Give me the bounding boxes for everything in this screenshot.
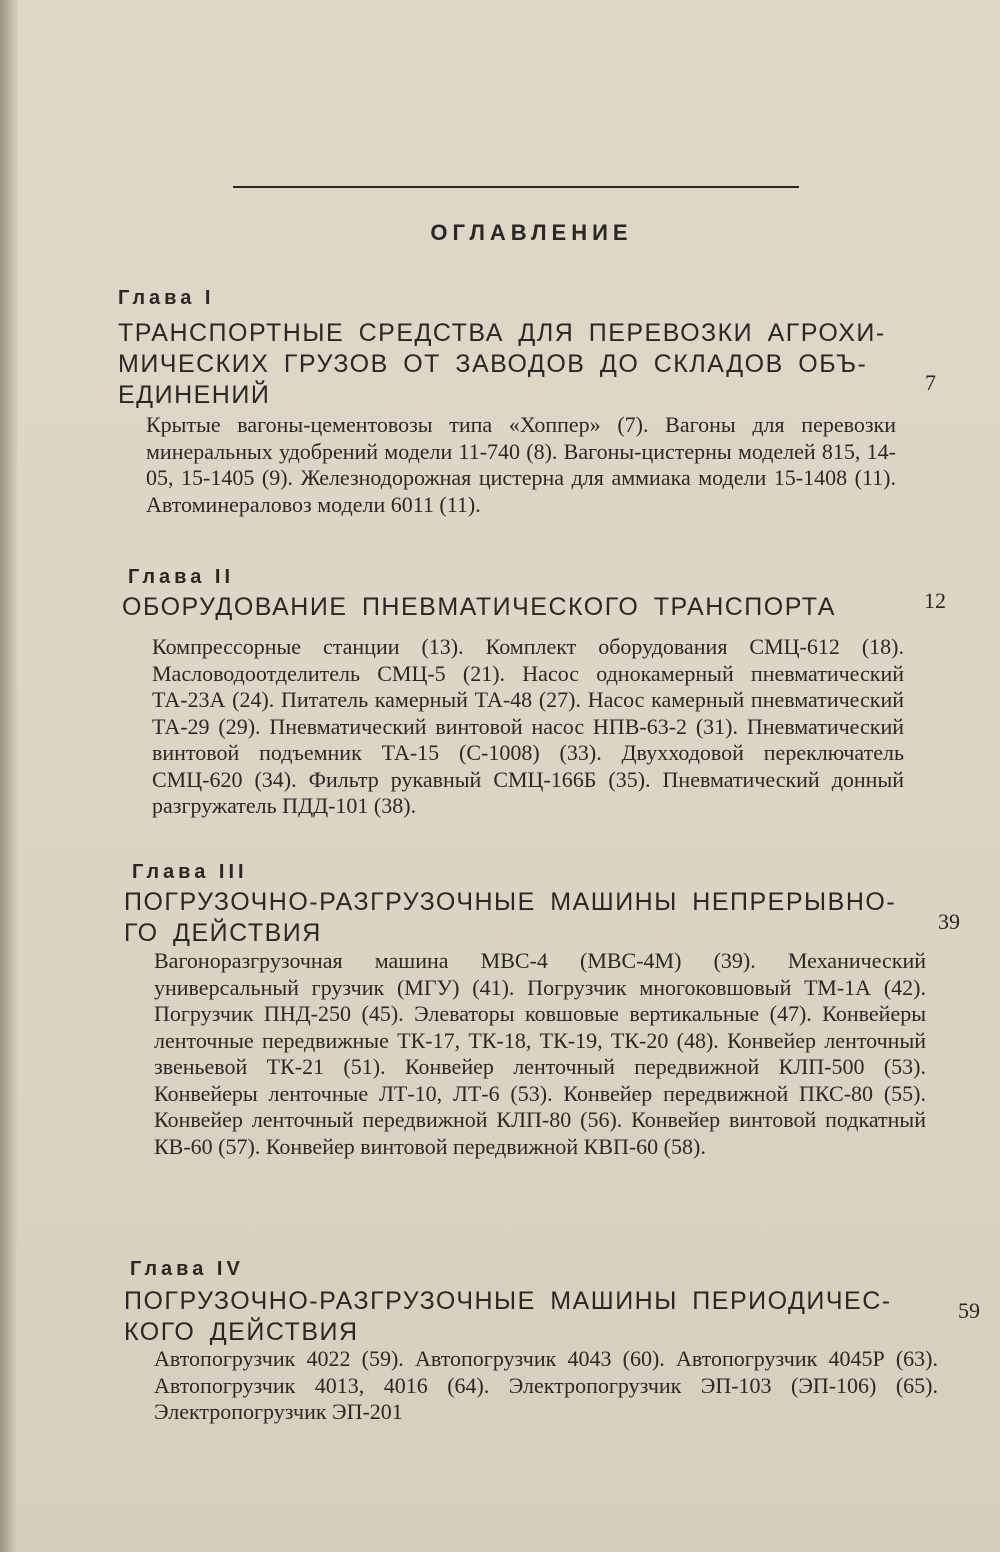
chapter-3-heading-line: ПОГРУЗОЧНО-РАЗГРУЗОЧНЫЕ МАШИНЫ НЕПРЕРЫВНО- xyxy=(124,888,897,916)
chapter-4-heading-line: ПОГРУЗОЧНО-РАЗГРУЗОЧНЫЕ МАШИНЫ ПЕРИОДИЧЕС- xyxy=(124,1287,892,1315)
chapter-1-heading-line: МИЧЕСКИХ ГРУЗОВ ОТ ЗАВОДОВ ДО СКЛАДОВ ОБЪ- xyxy=(118,350,868,378)
chapter-1-page-number: 7 xyxy=(925,370,936,395)
toc-title: ОГЛАВЛЕНИЕ xyxy=(430,220,633,245)
chapter-2-label: Глава II xyxy=(128,566,234,588)
top-rule xyxy=(233,186,799,188)
chapter-4-contents: Автопогрузчик 4022 (59). Автопогрузчик 4043 (60). Автопогрузчик 4045Р (63). Автопогрузчик 4013, 4016 (64). Электропогрузчик ЭП-103 (ЭП-106) (65). Электропогрузчик ЭП-201 xyxy=(154,1346,938,1424)
chapter-4-heading xyxy=(124,1286,892,1348)
chapter-3-contents: Вагоноразгрузочная машина МВС-4 (МВС-4М) (39). Механический универсальный грузчик (МГУ) (41). Погрузчик многоковшовый ТМ-1А (42). Погрузчик ПНД-250 (45). Элеваторы ковшовые вертикальные (47). Конвейеры ленточные передвижные ТК-17, ТК-18, ТК-19, ТК-20 (48). Конвейер ленточный звеньевой ТК-21 (51). Конвейер ленточный передвижной КЛП-500 (53). Конвейеры ленточные ЛТ-10, ЛТ-6 (53). Конвейер передвижной ПКС-80 (55). Конвейер ленточный передвижной КЛП-80 (56). Конвейер винтовой подкатный КВ-60 (57). Конвейер винтовой передвижной КВП-60 (58). xyxy=(154,948,926,1159)
chapter-3-heading xyxy=(124,887,896,949)
book-binding-shadow xyxy=(0,0,18,1552)
chapter-1-heading-line: ЕДИНЕНИЙ xyxy=(118,381,271,409)
chapter-2-heading-line: ОБОРУДОВАНИЕ ПНЕВМАТИЧЕСКОГО ТРАНСПОРТА xyxy=(122,593,836,621)
book-page xyxy=(18,0,1000,1552)
chapter-4-label: Глава IV xyxy=(130,1258,244,1280)
chapter-3-label: Глава III xyxy=(132,861,248,883)
chapter-2-contents: Компрессорные станции (13). Комплект оборудования СМЦ-612 (18). Масловодоотделитель СМЦ-5 (21). Насос однокамерный пневматический ТА-23А (24). Питатель камерный ТА-48 (27). Насос камерный пневматический ТА-29 (29). Пневматический винтовой насос НПВ-63-2 (31). Пневматический винтовой подъемник ТА-15 (С-1008) (33). Двухходовой переключатель СМЦ-620 (34). Фильтр рукавный СМЦ-166Б (35). Пневматический донный разгружатель ПДД-101 (38). xyxy=(152,634,904,818)
chapter-2-heading xyxy=(122,592,836,623)
chapter-1-heading xyxy=(118,318,886,411)
chapter-1-contents: Крытые вагоны-цементовозы типа «Хоппер» (7). Вагоны для перевозки минеральных удобрений модели 11-740 (8). Вагоны-цистерны моделей 815, 14-05, 15-1405 (9). Железнодорожная цистерна для аммиака модели 15-1408 (11). Автоминераловоз модели 6011 (11). xyxy=(146,412,896,517)
chapter-3-heading-line: ГО ДЕЙСТВИЯ xyxy=(124,919,322,947)
chapter-1-label: Глава I xyxy=(118,287,215,309)
chapter-2-page-number: 12 xyxy=(924,588,946,613)
chapter-3-page-number: 39 xyxy=(938,909,960,934)
chapter-4-heading-line: КОГО ДЕЙСТВИЯ xyxy=(124,1318,359,1346)
chapter-4-page-number: 59 xyxy=(958,1298,980,1323)
chapter-1-heading-line: ТРАНСПОРТНЫЕ СРЕДСТВА ДЛЯ ПЕРЕВОЗКИ АГРОХИ- xyxy=(118,319,886,347)
